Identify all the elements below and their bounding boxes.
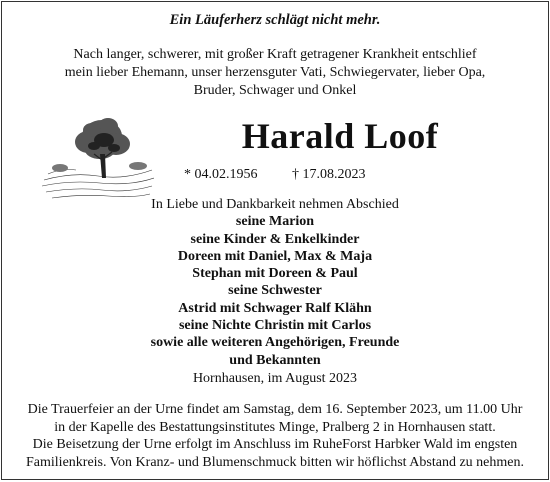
mourner-line: sowie alle weiteren Angehörigen, Freunde	[150, 335, 400, 351]
mourner-line: seine Schwester	[228, 283, 322, 299]
notice-line: Die Trauerfeier an der Urne findet am Samstag, dem 16. September 2023, um 11.00 Uhr	[27, 402, 523, 417]
place-and-date: Hornhausen, im August 2023	[192, 371, 358, 386]
deceased-name: Harald Loof	[241, 116, 439, 156]
notice-line: Die Beisetzung der Urne erfolgt im Anschluss im RuheForst Harbker Wald im engsten	[32, 437, 518, 452]
mourner-line: seine Kinder & Enkelkinder	[190, 231, 360, 247]
death-date: † 17.08.2023	[292, 167, 366, 182]
notice-line: Familienkreis. Von Kranz- und Blumenschmuck bitten wir höflichst Abstand zu nehmen.	[26, 454, 524, 470]
obituary-notice	[1, 1, 549, 480]
mourner-line: und Bekannten	[229, 352, 321, 368]
intro-line: Bruder, Schwager und Onkel	[193, 83, 357, 98]
intro-line: Nach langer, schwerer, mit großer Kraft getragener Krankheit entschlief	[73, 47, 477, 62]
mourner-line: In Liebe und Dankbarkeit nehmen Abschied	[151, 197, 399, 212]
headline: Ein Läuferherz schlägt nicht mehr.	[169, 12, 381, 28]
intro-line: mein lieber Ehemann, unser herzensguter Vati, Schwiegervater, lieber Opa,	[64, 65, 486, 80]
tree-landscape-icon	[42, 110, 154, 202]
mourner-line: Astrid mit Schwager Ralf Klähn	[178, 300, 372, 316]
mourner-line: Doreen mit Daniel, Max & Maja	[177, 248, 373, 264]
mourners-list	[102, 196, 448, 369]
notice-line: in der Kapelle des Bestattungsinstitutes Minge, Pralberg 2 in Hornhausen statt.	[54, 419, 496, 435]
birth-date: * 04.02.1956	[184, 167, 258, 182]
mourner-line: seine Marion	[235, 214, 315, 230]
mourner-line: seine Nichte Christin mit Carlos	[178, 318, 372, 334]
mourner-line: Stephan mit Doreen & Paul	[192, 266, 358, 282]
funeral-notice	[16, 401, 534, 471]
intro-text	[22, 46, 528, 100]
